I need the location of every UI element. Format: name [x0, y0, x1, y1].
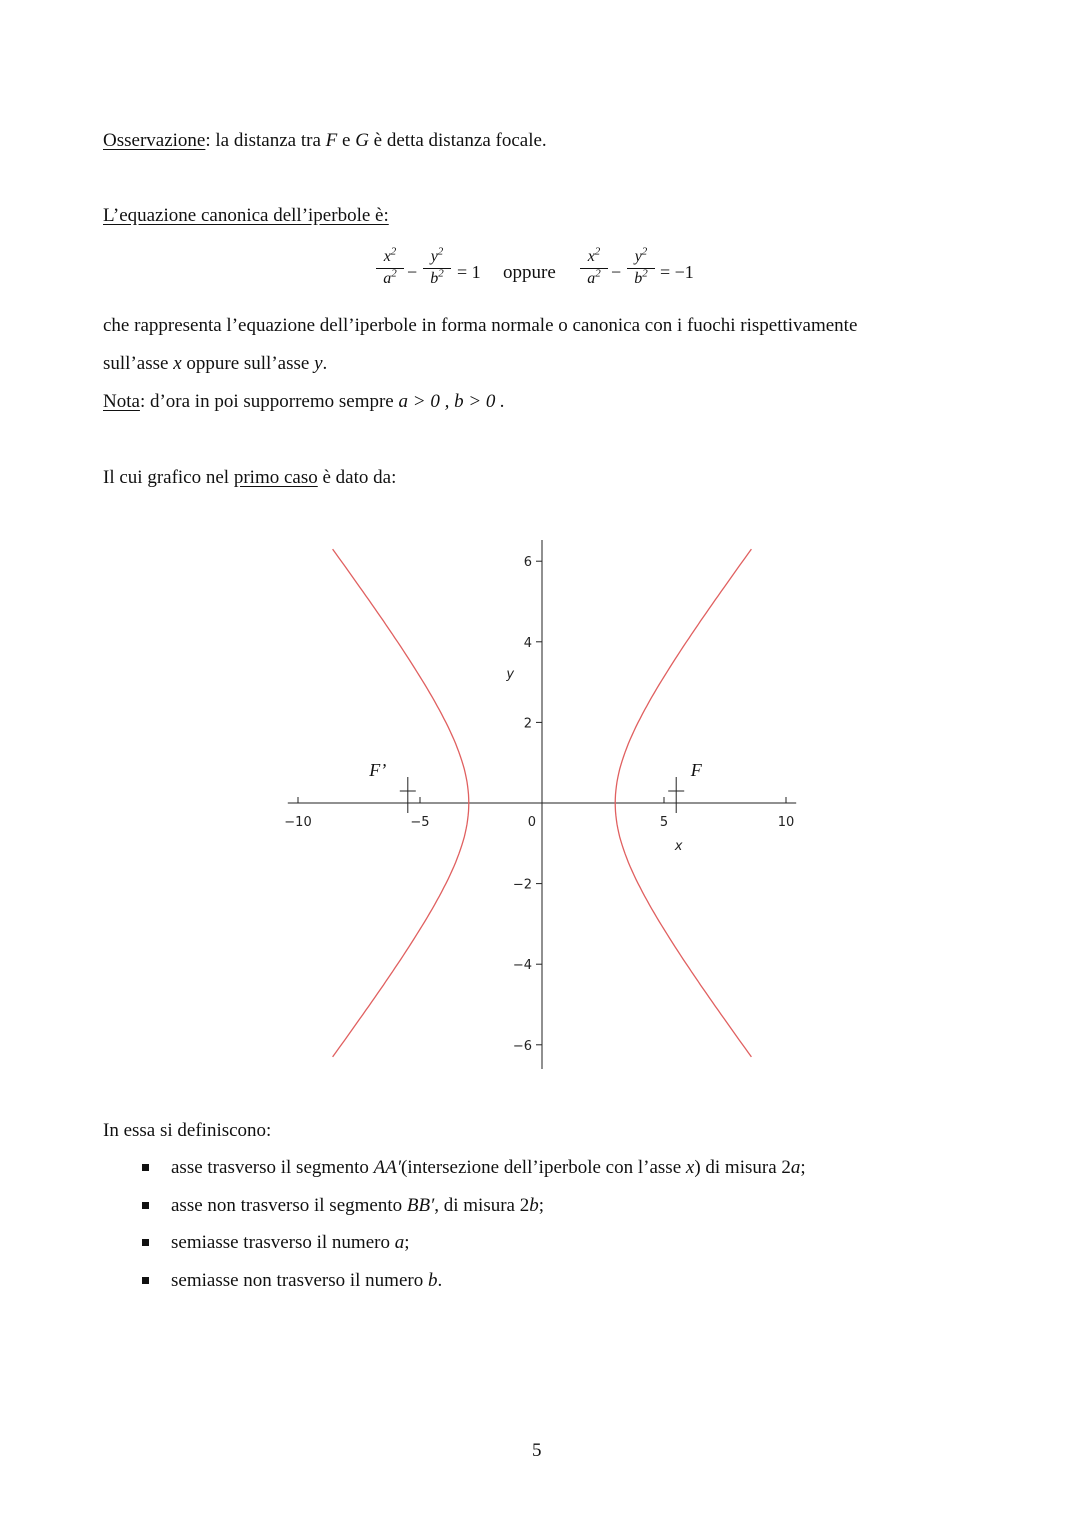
y-tick-label: −6 [512, 1038, 532, 1054]
oppure-word: oppure [503, 262, 556, 283]
observation-label: Osservazione [103, 130, 206, 151]
fraction-y2-b2: $\frac{y^2}{b^2}$ [423, 246, 451, 289]
focus-label: F [690, 760, 702, 780]
y-axis-label: y [506, 667, 515, 683]
y-tick-label: 6 [523, 555, 532, 571]
page-number: 5 [532, 1440, 542, 1461]
observation-line: Osservazione: la distanza tra F e G è detta distanza focale. [103, 130, 547, 151]
nota-label: Nota [103, 391, 140, 412]
nota-line: Nota: d’ora in poi supporremo sempre a > 0 , b > 0 . [103, 391, 505, 412]
bullet-icon [142, 1239, 149, 1246]
fraction-x2-a2-second: $\frac{x^2}{a^2}$ [580, 246, 608, 289]
hyperbola-chart [270, 540, 810, 1070]
description-line-1: che rappresenta l’equazione dell’iperbole in forma normale o canonica con i fuochi rispettivamente [103, 315, 858, 336]
x-axis-label: x [674, 839, 683, 854]
description-line-2: sull’asse x oppure sull’asse y. [103, 353, 328, 374]
primo-caso-link: primo caso [233, 467, 318, 488]
y-tick-label: −2 [512, 877, 532, 893]
y-tick-label: 2 [523, 716, 532, 732]
origin-label: 0 [527, 815, 536, 830]
fraction-x2-a2: $\frac{x^2}{a^2}$ [376, 246, 404, 289]
x-tick-label: 10 [777, 815, 795, 830]
focus-label: F’ [369, 760, 387, 780]
x-tick-label: 5 [659, 815, 669, 830]
definitions-intro: In essa si definiscono: [103, 1120, 272, 1141]
y-tick-label: −4 [512, 958, 532, 974]
fraction-y2-b2-second: $\frac{y^2}{b^2}$ [627, 246, 655, 289]
bullet-icon [142, 1164, 149, 1171]
graph-intro: Il cui grafico nel primo caso è dato da: [103, 467, 397, 488]
bullet-icon [142, 1202, 149, 1209]
canonical-title: L’equazione canonica dell’iperbole è: [103, 205, 389, 226]
y-tick-label: 4 [523, 635, 532, 651]
x-tick-label: −10 [284, 815, 312, 830]
bullet-icon [142, 1277, 149, 1284]
x-tick-label: −5 [410, 815, 430, 830]
